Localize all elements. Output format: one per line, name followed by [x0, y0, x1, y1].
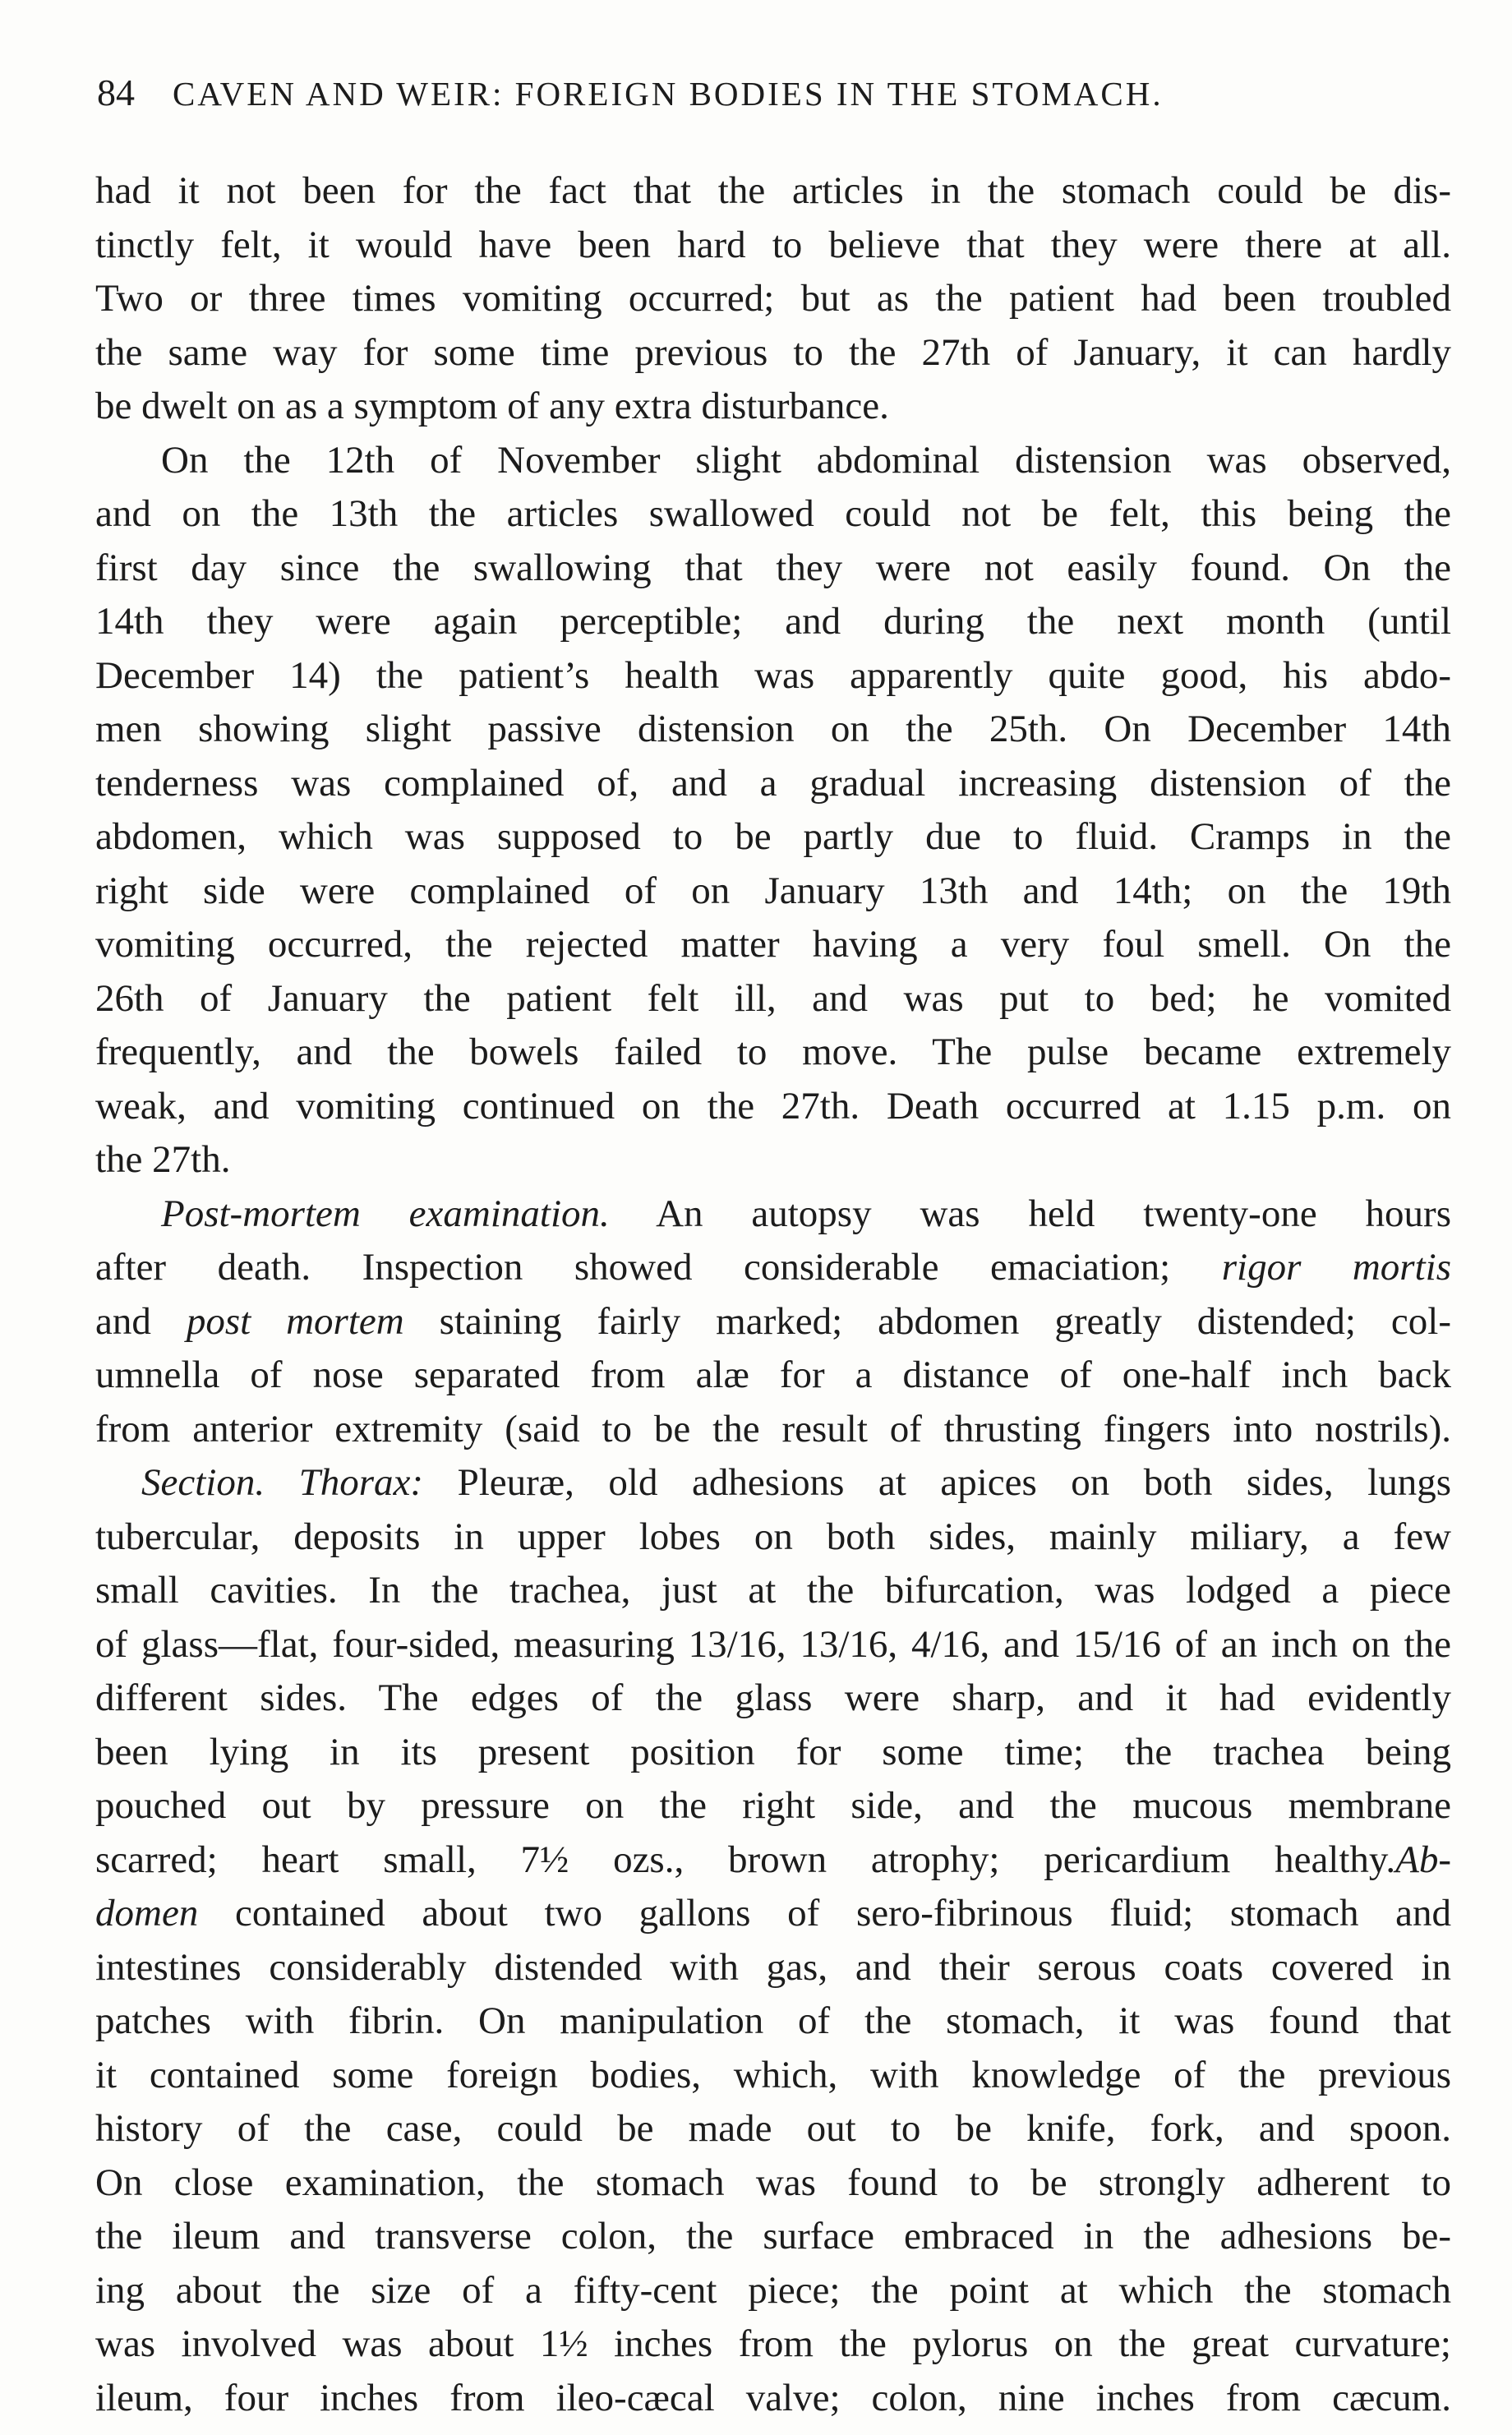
line-text: been lying in its present position for some time; the trachea being	[95, 1730, 1451, 1773]
line-text: the 27th.	[95, 1138, 231, 1181]
italic-text: Section.	[141, 1461, 265, 1504]
line-text: right side were complained of on January 13th and 14th; on the 19th	[95, 869, 1451, 912]
italic-text: Ab-	[1395, 1838, 1451, 1881]
line-text: On the 12th of November slight abdominal distension was observed,	[161, 438, 1451, 482]
line-text: 14th they were again perceptible; and during the next month (until	[95, 600, 1451, 643]
text-line	[95, 649, 1451, 703]
italic-text: domen	[95, 1892, 199, 1935]
text-line	[95, 2317, 1451, 2372]
text-line	[95, 595, 1451, 649]
line-text: the ileum and transverse colon, the surface embraced in the adhesions be-	[95, 2215, 1451, 2257]
text-line	[95, 2156, 1451, 2211]
line-text: and	[95, 1299, 187, 1343]
line-text: be dwelt on as a symptom of any extra disturbance.	[95, 385, 889, 427]
text-line	[95, 1295, 1451, 1349]
italic-text: Thorax:	[298, 1461, 424, 1504]
body-text	[95, 164, 1451, 2425]
line-text: ing about the size of a fifty-cent piece; the point at which the stomach	[95, 2268, 1451, 2312]
line-text: umnella of nose separated from alæ for a distance of one-half inch back	[95, 1354, 1451, 1396]
text-line	[95, 1456, 1451, 1510]
line-text: vomiting occurred, the rejected matter having a very foul smell. On the	[95, 923, 1451, 966]
line-text: On close examination, the stomach was found to be strongly adherent to	[95, 2161, 1451, 2204]
text-line	[95, 810, 1451, 865]
line-text: scarred; heart small, 7½ ozs., brown atrophy; pericardium healthy.	[95, 1838, 1396, 1881]
line-text: Two or three times vomiting occurred; but as the patient had been troubled	[95, 277, 1451, 320]
text-line	[95, 1403, 1451, 1457]
text-line	[95, 1188, 1451, 1242]
line-text: men showing slight passive distension on the 25th. On December 14th	[95, 708, 1451, 750]
line-text: 26th of January the patient felt ill, and was put to bed; he vomited	[95, 976, 1451, 1020]
text-line	[95, 1026, 1451, 1080]
line-text: and on the 13th the articles swallowed could not be felt, this being the	[95, 492, 1451, 535]
text-line	[95, 1726, 1451, 1780]
line-text: after death. Inspection showed considerable emaciation;	[95, 1246, 1222, 1289]
line-text: it contained some foreign bodies, which, with knowledge of the previous	[95, 2053, 1451, 2096]
text-line	[95, 1510, 1451, 1565]
text-line	[95, 972, 1451, 1026]
line-text: from anterior extremity (said to be the result of thrusting fingers into nostrils).	[95, 1407, 1451, 1450]
text-line	[95, 272, 1451, 326]
line-text: ileum, four inches from ileo-cæcal valve; colon, nine inches from cæcum.	[95, 2376, 1451, 2419]
line-text: small cavities. In the trachea, just at the bifurcation, was lodged a piece	[95, 1569, 1451, 1612]
line-text: tinctly felt, it would have been hard to believe that they were there at all.	[95, 223, 1451, 266]
line-text: history of the case, could be made out to be knife, fork, and spoon.	[95, 2107, 1451, 2150]
line-text: abdomen, which was supposed to be partly due to fluid. Cramps in the	[95, 815, 1451, 858]
line-text: An autopsy was held twenty-one hours	[609, 1192, 1451, 1235]
line-text: frequently, and the bowels failed to move. The pulse became extremely	[95, 1031, 1451, 1073]
page-number: 84	[97, 71, 135, 113]
line-text: staining fairly marked; abdomen greatly distended; col-	[403, 1299, 1451, 1343]
text-line	[95, 1941, 1451, 1995]
text-line	[95, 1672, 1451, 1726]
line-text: had it not been for the fact that the articles in the stomach could be dis-	[95, 169, 1451, 212]
text-line	[95, 1133, 1451, 1188]
text-line	[95, 2264, 1451, 2318]
text-line	[95, 542, 1451, 596]
text-line	[95, 434, 1451, 488]
text-line	[95, 1995, 1451, 2049]
italic-text: Post-mortem examination.	[161, 1192, 610, 1235]
spacer	[265, 1461, 299, 1504]
text-line	[95, 380, 1451, 434]
italic-text: post mortem	[186, 1299, 404, 1343]
text-line	[95, 2049, 1451, 2103]
text-line	[95, 757, 1451, 811]
text-line	[95, 865, 1451, 919]
text-line	[95, 1779, 1451, 1833]
text-line	[95, 1241, 1451, 1295]
running-head	[97, 71, 1453, 114]
text-line	[95, 703, 1451, 757]
line-text: different sides. The edges of the glass were sharp, and it had evidently	[95, 1676, 1451, 1719]
text-line	[95, 918, 1451, 972]
text-line	[95, 1349, 1451, 1403]
running-head-title: CAVEN AND WEIR: FOREIGN BODIES IN THE STOMACH.	[173, 75, 1164, 113]
line-text: weak, and vomiting continued on the 27th. Death occurred at 1.15 p.m. on	[95, 1084, 1451, 1128]
text-line	[95, 326, 1451, 380]
line-text: of glass—flat, four-sided, measuring 13/16, 13/16, 4/16, and 15/16 of an inch on the	[95, 1622, 1451, 1666]
line-text: Pleuræ, old adhesions at apices on both sides, lungs	[423, 1461, 1451, 1504]
line-text: tubercular, deposits in upper lobes on both sides, mainly miliary, a few	[95, 1515, 1451, 1558]
text-line	[95, 219, 1451, 273]
italic-text: rigor mortis	[1221, 1246, 1451, 1289]
line-text: was involved was about 1½ inches from the pylorus on the great curvature;	[95, 2322, 1451, 2365]
text-line	[95, 2372, 1451, 2426]
text-line	[95, 1618, 1451, 1672]
text-line	[95, 1887, 1451, 1941]
text-line	[95, 1564, 1451, 1618]
line-text: the same way for some time previous to the 27th of January, it can hardly	[95, 330, 1451, 374]
line-text: December 14) the patient’s health was apparently quite good, his abdo-	[95, 653, 1451, 697]
text-line	[95, 2210, 1451, 2264]
text-line	[95, 2102, 1451, 2156]
line-text: intestines considerably distended with gas, and their serous coats covered in	[95, 1945, 1451, 1989]
text-line	[95, 1833, 1451, 1888]
line-text: tenderness was complained of, and a gradual increasing distension of the	[95, 761, 1451, 805]
text-line	[95, 164, 1451, 219]
line-text: first day since the swallowing that they were not easily found. On the	[95, 546, 1451, 589]
text-line	[95, 487, 1451, 542]
line-text: contained about two gallons of sero-fibrinous fluid; stomach and	[198, 1892, 1451, 1935]
text-line	[95, 1080, 1451, 1134]
line-text: patches with fibrin. On manipulation of the stomach, it was found that	[95, 1999, 1451, 2042]
line-text: pouched out by pressure on the right side, and the mucous membrane	[95, 1784, 1451, 1827]
